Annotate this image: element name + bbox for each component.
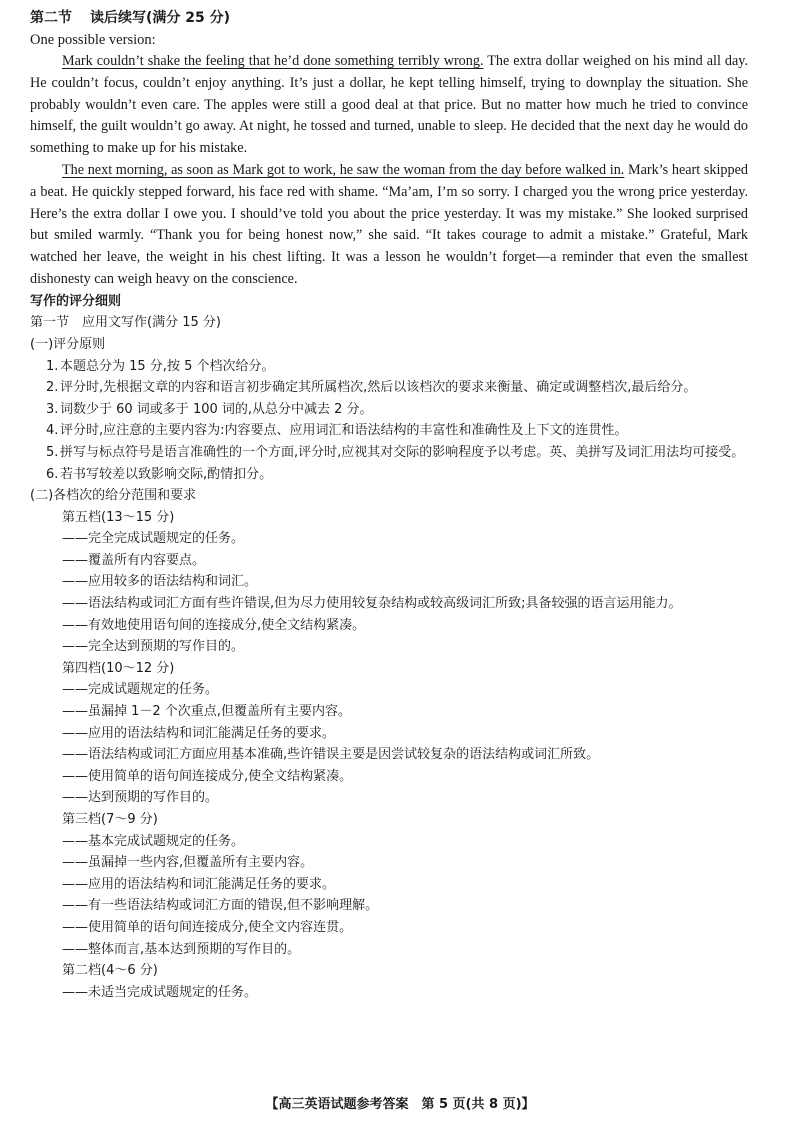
paragraph-2-body: Mark’s heart skipped a beat. He quickly stepped forward, his face red with shame. “Ma’am, I’m so sorry. I charged you the wrong price yesterday. Here’s the extra dollar I owe you. I should’ve told you about the price yesterday. It was my mistake.” She looked surprised but smiled warmly. “Thank you for being honest now,” she said. “It takes courage to admit a mistake.” Grateful, Mark watched her leave, the weight in his chest lifting. It was a lesson he wouldn’t forget—a reminder that even the smallest dishonesty can weigh heavy on the conscience. bbox=[30, 161, 748, 287]
principles-list bbox=[30, 356, 748, 486]
levels-title: (二)各档次的给分范围和要求 bbox=[30, 488, 197, 504]
level-criterion: ——使用简单的语句间连接成分,使全文结构紧凑。 bbox=[62, 768, 353, 784]
level-criterion: ——完成试题规定的任务。 bbox=[62, 682, 219, 698]
level-criterion: ——虽漏掉 1－2 个次重点,但覆盖所有主要内容。 bbox=[62, 704, 351, 720]
answer-page bbox=[30, 8, 748, 1003]
level-title: 第三档(7～9 分) bbox=[62, 812, 158, 828]
section2-title: 读后续写(满分 25 分) bbox=[90, 10, 231, 26]
principles-title: (一)评分原则 bbox=[30, 336, 106, 352]
paragraph-1-body: The extra dollar weighed on his mind all day. He couldn’t focus, couldn’t enjoy anything. It’s just a dollar, he kept telling himself, trying to downplay the situation. She probably wouldn’t even care. The apples were still a good deal at that price. But no matter how much he tried to convince himself, the guilt wouldn’t go away. At night, he tossed and turned, unable to sleep. He decided that the next day he would do something to make up for his mistake. bbox=[30, 53, 748, 157]
scoring-title: 写作的评分细则 bbox=[30, 293, 122, 309]
level-title: 第二档(4～6 分) bbox=[62, 963, 158, 979]
essay-paragraph-1 bbox=[30, 51, 748, 160]
level-criterion: ——有一些语法结构或词汇方面的错误,但不影响理解。 bbox=[62, 898, 379, 914]
level-3 bbox=[30, 809, 748, 960]
level-criterion: ——基本完成试题规定的任务。 bbox=[62, 833, 245, 849]
level-criterion: ——应用的语法结构和词汇能满足任务的要求。 bbox=[62, 876, 336, 892]
level-5 bbox=[30, 507, 748, 658]
level-criterion: ——有效地使用语句间的连接成分,使全文结构紧凑。 bbox=[62, 617, 366, 633]
level-4 bbox=[30, 658, 748, 809]
level-title: 第四档(10～12 分) bbox=[62, 660, 175, 676]
principle-item: 1. 本题总分为 15 分,按 5 个档次给分。 bbox=[46, 358, 275, 374]
level-criterion: ——语法结构或词汇方面有些许错误,但为尽力使用较复杂结构或较高级词汇所致;具备较强的语言运用能力。 bbox=[62, 596, 682, 612]
level-criterion: ——未适当完成试题规定的任务。 bbox=[62, 984, 258, 1000]
level-2 bbox=[30, 960, 748, 1003]
level-criterion: ——应用较多的语法结构和词汇。 bbox=[62, 574, 258, 590]
level-criterion: ——整体而言,基本达到预期的写作目的。 bbox=[62, 941, 301, 957]
principle-item: 4. 评分时,应注意的主要内容为:内容要点、应用词汇和语法结构的丰富性和准确性及上下文的连贯性。 bbox=[46, 423, 628, 439]
level-criterion: ——语法结构或词汇方面应用基本准确,些许错误主要是因尝试较复杂的语法结构或词汇所致。 bbox=[62, 747, 600, 763]
level-criterion: ——完全完成试题规定的任务。 bbox=[62, 531, 245, 547]
principle-item: 3. 词数少于 60 词或多于 100 词的,从总分中减去 2 分。 bbox=[46, 401, 373, 417]
level-criterion: ——完全达到预期的写作目的。 bbox=[62, 639, 245, 655]
section2-heading bbox=[30, 8, 748, 29]
given-opening-sentence-2: The next morning, as soon as Mark got to work, he saw the woman from the day before walked in. bbox=[62, 161, 625, 178]
section2-number: 第二节 bbox=[30, 10, 72, 26]
section1-line: 第一节 应用文写作(满分 15 分) bbox=[30, 315, 221, 331]
essay-paragraph-2 bbox=[30, 160, 748, 291]
version-label: One possible version: bbox=[30, 32, 156, 48]
level-criterion: ——达到预期的写作目的。 bbox=[62, 790, 219, 806]
given-opening-sentence-1: Mark couldn’t shake the feeling that he’d done something terribly wrong. bbox=[62, 53, 484, 69]
level-criterion: ——虽漏掉一些内容,但覆盖所有主要内容。 bbox=[62, 855, 314, 871]
level-criterion: ——覆盖所有内容要点。 bbox=[62, 552, 206, 568]
level-criterion: ——应用的语法结构和词汇能满足任务的要求。 bbox=[62, 725, 336, 741]
principle-item: 2. 评分时,先根据文章的内容和语言初步确定其所属档次,然后以该档次的要求来衡量、确定或调整档次,最后给分。 bbox=[46, 380, 697, 396]
level-criterion: ——使用简单的语句间连接成分,使全文内容连贯。 bbox=[62, 919, 353, 935]
level-title: 第五档(13～15 分) bbox=[62, 509, 175, 525]
principle-item: 5. 拼写与标点符号是语言准确性的一个方面,评分时,应视其对交际的影响程度予以考虑。英、美拼写及词汇用法均可接受。 bbox=[46, 444, 745, 460]
principle-item: 6. 若书写较差以致影响交际,酌情扣分。 bbox=[46, 466, 273, 482]
page-footer: 【高三英语试题参考答案 第 5 页(共 8 页)】 bbox=[265, 1097, 535, 1112]
